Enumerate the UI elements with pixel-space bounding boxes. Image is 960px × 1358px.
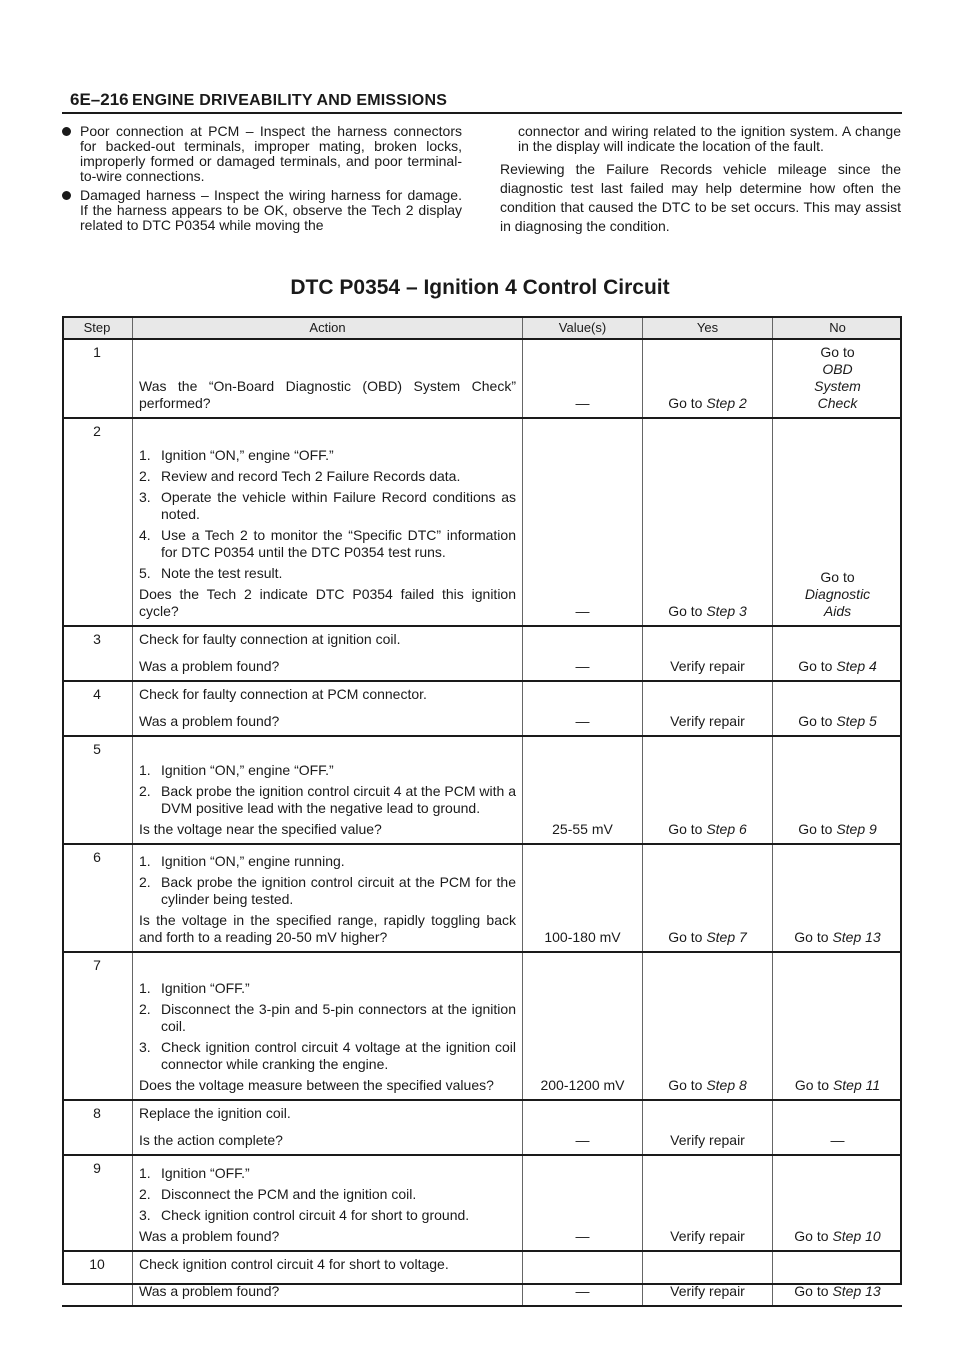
action-step-item [139, 489, 516, 523]
yes-text: Go to [668, 395, 707, 411]
no-text: Go to [794, 929, 833, 945]
no-text: Go to [820, 344, 855, 360]
action-step-number: 2. [139, 468, 151, 484]
table-row [62, 952, 902, 1100]
action-step-number: 3. [139, 489, 151, 505]
value-cell: 25-55 mV [523, 736, 643, 844]
action-step-text: Back probe the ignition control circuit at the PCM for the cylinder being tested. [161, 874, 516, 907]
value-cell: — [523, 681, 643, 736]
intro-bullet [62, 188, 462, 233]
action-question: Was a problem found? [139, 1283, 280, 1299]
action-cell [133, 681, 523, 736]
yes-text: Verify repair [670, 1283, 745, 1299]
action-step-text: Note the test result. [161, 565, 283, 581]
action-cell [133, 736, 523, 844]
action-step-number: 1. [139, 447, 151, 463]
header-action: Action [133, 316, 523, 339]
action-step-text: Use a Tech 2 to monitor the “Specific DTC” information for DTC P0354 until the DTC P0354 test runs. [161, 527, 516, 560]
header-step: Step [62, 316, 133, 339]
action-cell [133, 339, 523, 418]
value-cell: — [523, 1100, 643, 1155]
table-row [62, 736, 902, 844]
action-step-text: Ignition “ON,” engine “OFF.” [161, 762, 334, 778]
step-number: 1 [62, 339, 133, 418]
yes-step-link[interactable]: Step 2 [706, 395, 747, 411]
value-cell: 200-1200 mV [523, 952, 643, 1100]
value-cell: — [523, 339, 643, 418]
yes-text: Verify repair [670, 1228, 745, 1244]
yes-text: Verify repair [670, 658, 745, 674]
header-no: No [773, 316, 903, 339]
table-row [62, 1100, 902, 1155]
yes-cell [643, 1251, 773, 1306]
yes-step-link[interactable]: Step 6 [706, 821, 747, 837]
action-step-number: 2. [139, 1186, 151, 1202]
action-step-item [139, 762, 516, 779]
table-header-row [62, 316, 902, 339]
action-question: Does the Tech 2 indicate DTC P0354 failed this ignition cycle? [139, 586, 516, 619]
no-step-link[interactable]: Diagnostic Aids [804, 586, 871, 619]
no-step-link[interactable]: Step 13 [832, 929, 881, 945]
yes-cell [643, 626, 773, 681]
step-number: 10 [62, 1251, 133, 1306]
step-number: 5 [62, 736, 133, 844]
action-step-text: Disconnect the PCM and the ignition coil. [161, 1186, 417, 1202]
action-step-item [139, 1039, 516, 1073]
action-cell [133, 1251, 523, 1306]
action-step-item [139, 1165, 516, 1182]
action-question: Does the voltage measure between the specified values? [139, 1077, 494, 1093]
yes-cell [643, 681, 773, 736]
action-cell [133, 952, 523, 1100]
no-cell [773, 736, 903, 844]
diagnostic-table [62, 316, 902, 1307]
action-step-number: 4. [139, 527, 151, 543]
no-text: Go to [798, 658, 837, 674]
action-step-number: 5. [139, 565, 151, 581]
table-row [62, 626, 902, 681]
bullet-icon [62, 191, 71, 200]
no-cell [773, 952, 903, 1100]
action-step-number: 1. [139, 853, 151, 869]
header-rule [62, 112, 902, 114]
action-step-text: Ignition “OFF.” [161, 1165, 250, 1181]
action-step-item [139, 1207, 516, 1224]
action-step-number: 1. [139, 1165, 151, 1181]
yes-cell [643, 1100, 773, 1155]
action-step-item [139, 853, 516, 870]
intro-bullet-text: Poor connection at PCM – Inspect the harness connectors for backed-out terminals, improper mating, broken locks, improperly formed or damaged terminals, and poor terminal-to-wire connections. [80, 123, 462, 184]
action-cell [133, 1155, 523, 1251]
action-step-number: 1. [139, 980, 151, 996]
no-cell [773, 626, 903, 681]
yes-cell [643, 339, 773, 418]
no-text: — [830, 1132, 845, 1148]
action-cell [133, 626, 523, 681]
action-step-item [139, 447, 516, 464]
action-step-number: 1. [139, 762, 151, 778]
action-step-number: 3. [139, 1207, 151, 1223]
action-step-text: Ignition “OFF.” [161, 980, 250, 996]
intro-left-column [62, 124, 462, 237]
intro-right-column [500, 124, 901, 236]
step-number: 3 [62, 626, 133, 681]
yes-text: Go to [668, 603, 707, 619]
page-header [62, 88, 902, 114]
yes-step-link[interactable]: Step 7 [706, 929, 747, 945]
no-text: Go to [798, 713, 837, 729]
no-text: Go to [794, 1283, 833, 1299]
action-step-item [139, 1186, 516, 1203]
yes-text: Go to [668, 821, 707, 837]
action-question: Is the action complete? [139, 1132, 283, 1148]
table-body [62, 339, 902, 1306]
action-step-item [139, 565, 516, 582]
value-cell: 100-180 mV [523, 844, 643, 952]
action-step-number: 2. [139, 874, 151, 890]
action-step-item [139, 783, 516, 817]
action-cell [133, 844, 523, 952]
action-step-text: Review and record Tech 2 Failure Records data. [161, 468, 461, 484]
intro-paragraph: Reviewing the Failure Records vehicle mileage since the diagnostic test last failed may help determine how often the condition that caused the DTC to be set occurs. This may assist in diagnosing the condition. [500, 161, 901, 234]
table-row [62, 1155, 902, 1251]
intro-continuation: connector and wiring related to the ignition system. A change in the display will indicate the location of the fault. [518, 123, 901, 154]
action-question: Was the “On-Board Diagnostic (OBD) System Check” performed? [139, 378, 516, 411]
no-cell [773, 1100, 903, 1155]
yes-cell [643, 418, 773, 626]
yes-step-link[interactable]: Step 8 [706, 1077, 747, 1093]
step-number: 8 [62, 1100, 133, 1155]
no-step-link[interactable]: Step 11 [832, 1077, 881, 1093]
action-step-text: Check ignition control circuit 4 voltage at the ignition coil connector while cranking the engine. [161, 1039, 516, 1072]
value-cell: — [523, 418, 643, 626]
action-question: Was a problem found? [139, 713, 280, 729]
action-question: Was a problem found? [139, 1228, 280, 1244]
yes-text: Go to [668, 929, 707, 945]
no-text: Go to [820, 569, 855, 585]
yes-text: Verify repair [670, 1132, 745, 1148]
no-step-link[interactable]: Step 9 [836, 821, 877, 837]
no-step-link[interactable]: Step 13 [832, 1283, 881, 1299]
action-cell [133, 418, 523, 626]
document-title: DTC P0354 – Ignition 4 Control Circuit [290, 276, 670, 299]
table-row [62, 681, 902, 736]
no-cell [773, 339, 903, 418]
bullet-icon [62, 127, 71, 136]
table-row [62, 844, 902, 952]
action-step-text: Ignition “ON,” engine “OFF.” [161, 447, 334, 463]
yes-cell [643, 736, 773, 844]
action-step-item [139, 527, 516, 561]
no-step-link[interactable]: Step 10 [832, 1228, 881, 1244]
action-step-number: 3. [139, 1039, 151, 1055]
yes-cell [643, 1155, 773, 1251]
action-lead: Replace the ignition coil. [139, 1105, 291, 1121]
intro-bullet [62, 124, 462, 184]
action-step-text: Disconnect the 3-pin and 5-pin connectors at the ignition coil. [161, 1001, 516, 1034]
no-cell [773, 844, 903, 952]
action-step-text: Ignition “ON,” engine running. [161, 853, 345, 869]
section-title: ENGINE DRIVEABILITY AND EMISSIONS [132, 92, 448, 109]
no-step-link[interactable]: OBD System Check [814, 361, 861, 411]
action-step-text: Operate the vehicle within Failure Record conditions as noted. [161, 489, 516, 522]
step-number: 7 [62, 952, 133, 1100]
no-cell [773, 1251, 903, 1306]
action-step-text: Check ignition control circuit 4 for short to ground. [161, 1207, 470, 1223]
action-step-number: 2. [139, 783, 151, 799]
yes-step-link[interactable]: Step 3 [706, 603, 747, 619]
no-text: Go to [794, 1228, 833, 1244]
action-question: Is the voltage in the specified range, rapidly toggling back and forth to a reading 20-50 mV higher? [139, 912, 516, 945]
table-row [62, 1251, 902, 1306]
no-cell [773, 418, 903, 626]
action-step-number: 2. [139, 1001, 151, 1017]
page-number: 6E–216 [70, 90, 129, 109]
intro-bullet-text: Damaged harness – Inspect the wiring harness for damage. If the harness appears to be OK, observe the Tech 2 display related to DTC P0354 while moving the [80, 187, 462, 233]
no-step-link[interactable]: Step 4 [836, 658, 877, 674]
yes-cell [643, 844, 773, 952]
table-row [62, 418, 902, 626]
yes-cell [643, 952, 773, 1100]
action-step-item [139, 874, 516, 908]
no-text: Go to [798, 821, 837, 837]
step-number: 4 [62, 681, 133, 736]
action-step-item [139, 1001, 516, 1035]
value-cell: — [523, 1251, 643, 1306]
action-lead: Check ignition control circuit 4 for short to voltage. [139, 1256, 449, 1272]
action-step-item [139, 468, 516, 485]
action-lead: Check for faulty connection at PCM connector. [139, 686, 427, 702]
action-question: Is the voltage near the specified value? [139, 821, 382, 837]
action-step-text: Back probe the ignition control circuit 4 at the PCM with a DVM positive lead with the negative lead to ground. [161, 783, 516, 816]
step-number: 6 [62, 844, 133, 952]
no-step-link[interactable]: Step 5 [836, 713, 877, 729]
value-cell: — [523, 1155, 643, 1251]
table-row [62, 339, 902, 418]
no-cell [773, 1155, 903, 1251]
header-yes: Yes [643, 316, 773, 339]
value-cell: — [523, 626, 643, 681]
no-cell [773, 681, 903, 736]
yes-text: Verify repair [670, 713, 745, 729]
no-text: Go to [794, 1077, 833, 1093]
action-cell [133, 1100, 523, 1155]
action-lead: Check for faulty connection at ignition coil. [139, 631, 401, 647]
header-values: Value(s) [523, 316, 643, 339]
action-question: Was a problem found? [139, 658, 280, 674]
step-number: 2 [62, 418, 133, 626]
step-number: 9 [62, 1155, 133, 1251]
yes-text: Go to [668, 1077, 707, 1093]
action-step-item [139, 980, 516, 997]
